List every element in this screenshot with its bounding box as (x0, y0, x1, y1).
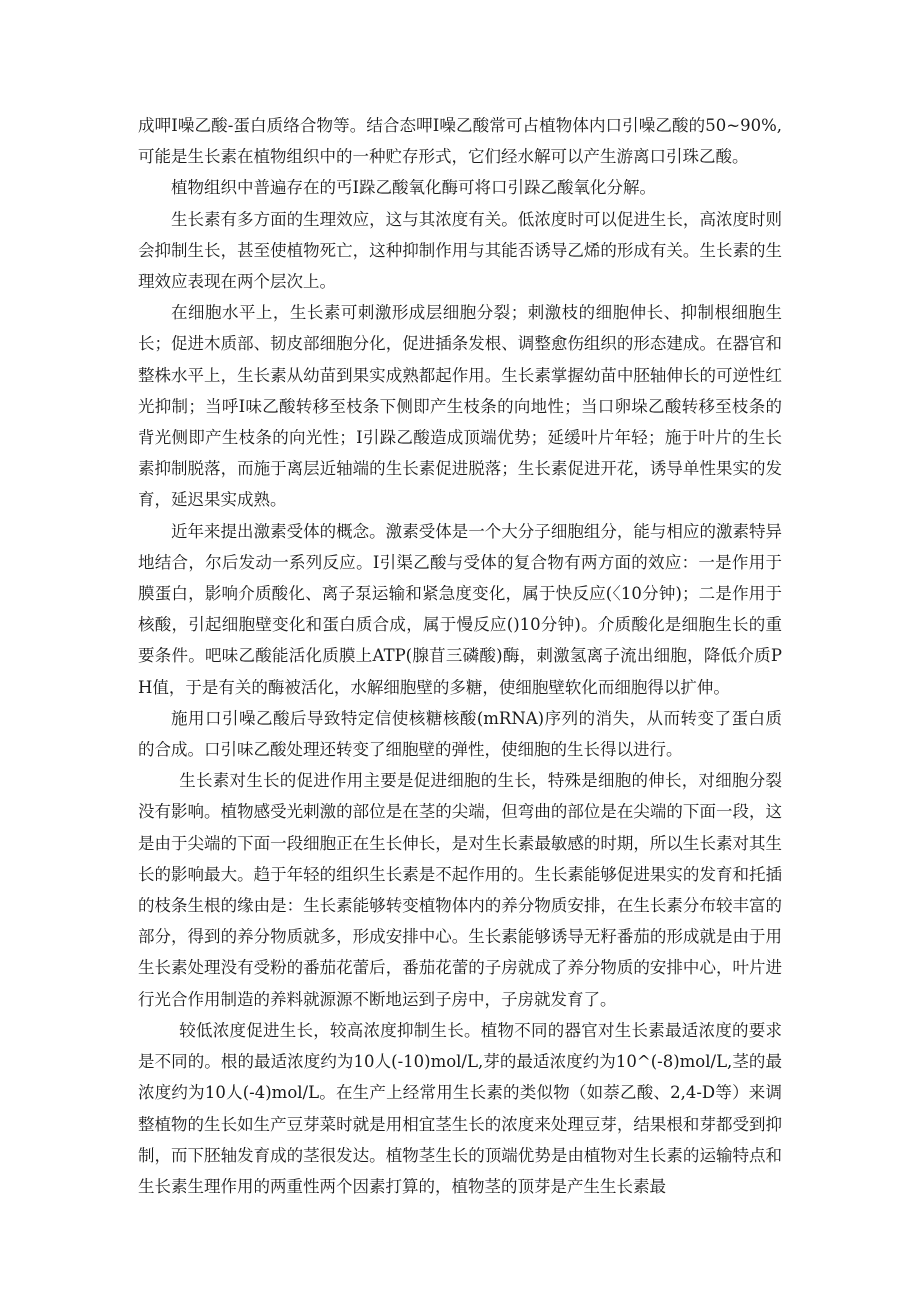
paragraph-1: 成呷Ⅰ噪乙酸-蛋白质络合物等。结合态呷Ⅰ噪乙酸常可占植物体内口引噪乙酸的50~90%,可能是生长素在植物组织中的一种贮存形式，它们经水解可以产生游离口引珠乙酸。 (138, 116, 782, 167)
paragraph-7: 生长素对生长的促进作用主要是促进细胞的生长，特殊是细胞的伸长，对细胞分裂没有影响。植物感受光刺激的部位是在茎的尖端，但弯曲的部位是在尖端的下面一段，这是由于尖端的下面一段细胞正在生长伸长，是对生长素最敏感的时期，所以生长素对其生长的影响最大。趋于年轻的组织生长素是不起作用的。生长素能够促进果实的发育和托插的枝条生根的缘由是：生长素能够转变植物体内的养分物质安排，在生长素分布较丰富的部分，得到的养分物质就多，形成安排中心。生长素能够诱导无籽番茄的形成就是由于用生长素处理没有受粉的番茄花蕾后，番茄花蕾的子房就成了养分物质的安排中心，叶片进行光合作用制造的养料就源源不断地运到子房中，子房就发育了。 (138, 771, 782, 1009)
paragraph-4: 在细胞水平上，生长素可刺激形成层细胞分裂；刺激枝的细胞伸长、抑制根细胞生长；促进木质部、韧皮部细胞分化，促进插条发根、调整愈伤组织的形态建成。在器官和整株水平上，生长素从幼苗到果实成熟都起作用。生长素掌握幼苗中胚轴伸长的可逆性红光抑制；当呼Ⅰ味乙酸转移至枝条下侧即产生枝条的向地性；当口卵垛乙酸转移至枝条的背光侧即产生枝条的向光性；Ⅰ引跺乙酸造成顶端优势；延缓叶片年轻；施于叶片的生长素抑制脱落，而施于离层近轴端的生长素促进脱落；生长素促进开花，诱导单性果实的发育，延迟果实成熟。 (138, 303, 782, 510)
paragraph-8: 较低浓度促进生长，较高浓度抑制生长。植物不同的器官对生长素最适浓度的要求是不同的。根的最适浓度约为10人(-10)mol/L,芽的最适浓度约为10^(-8)mol/L,茎的最浓度约为10人(-4)mol/L。在生产上经常用生长素的类似物（如萘乙酸、2,4-D等）来调整植物的生长如生产豆芽菜时就是用相宜茎生长的浓度来处理豆芽，结果根和芽都受到抑制，而下胚轴发育成的茎很发达。植物茎生长的顶端优势是由植物对生长素的运输特点和生长素生理作用的两重性两个因素打算的，植物茎的顶芽是产生生长素最 (138, 1020, 782, 1196)
paragraph-6: 施用口引噪乙酸后导致特定信使核糖核酸(mRNA)序列的消失，从而转变了蛋白质的合成。口引味乙酸处理还转变了细胞壁的弹性，使细胞的生长得以进行。 (138, 708, 782, 760)
document-body (138, 110, 782, 1202)
paragraph-2: 植物组织中普遍存在的丐Ⅰ跺乙酸氧化酶可将口引跺乙酸氧化分解。 (171, 178, 657, 198)
paragraph-3: 生长素有多方面的生理效应，这与其浓度有关。低浓度时可以促进生长，高浓度时则会抑制生长，甚至使植物死亡，这种抑制作用与其能否诱导乙烯的形成有关。生长素的生理效应表现在两个层次上。 (138, 209, 782, 292)
paragraph-5: 近年来提出激素受体的概念。激素受体是一个大分子细胞组分，能与相应的激素特异地结合，尔后发动一系列反应。Ⅰ引渠乙酸与受体的复合物有两方面的效应：一是作用于膜蛋白，影响介质酸化、离子泵运输和紧急度变化，属于快反应(〈10分钟)；二是作用于核酸，引起细胞壁变化和蛋白质合成，属于慢反应()10分钟)。介质酸化是细胞生长的重要条件。吧味乙酸能活化质膜上ATP(腺苜三磷酸)酶，刺激氢离子流出细胞，降低介质PH值，于是有关的酶被活化，水解细胞壁的多糖，使细胞壁软化而细胞得以扩伸。 (138, 521, 782, 697)
